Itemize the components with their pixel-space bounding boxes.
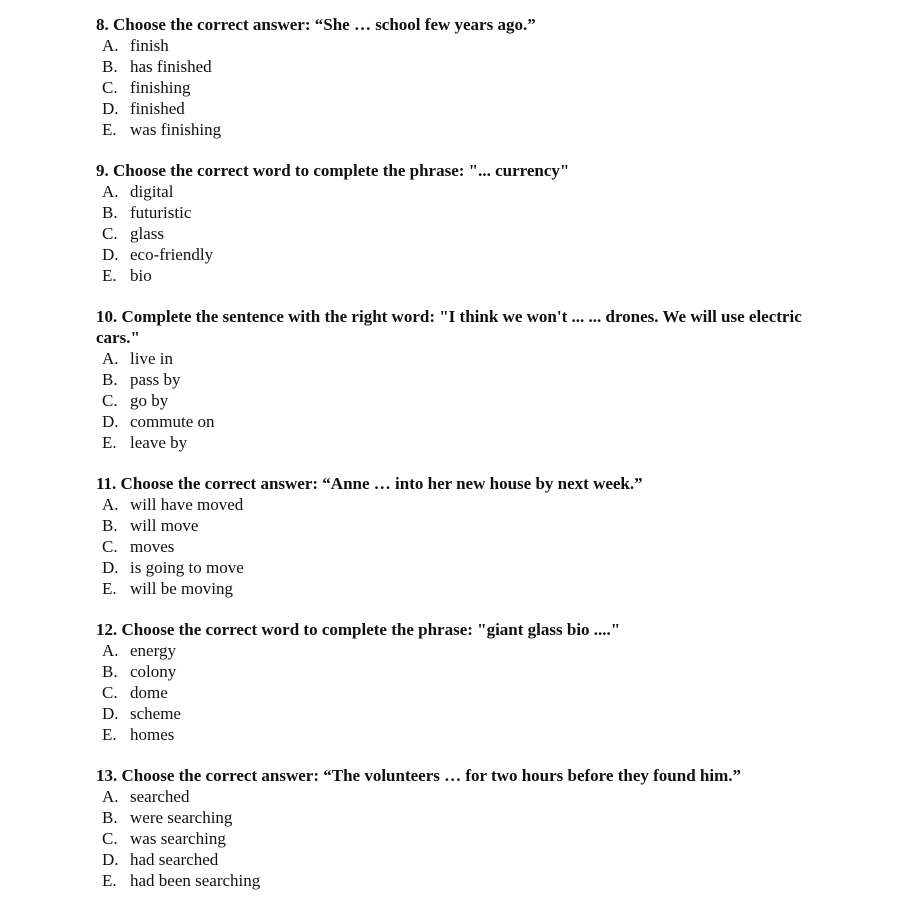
option-a[interactable] — [96, 348, 826, 369]
option-text: will move — [130, 516, 199, 535]
option-letter: A. — [102, 787, 119, 806]
option-c[interactable] — [96, 536, 826, 557]
option-b[interactable] — [96, 56, 826, 77]
option-letter: E. — [102, 120, 117, 139]
option-letter: B. — [102, 57, 118, 76]
option-text: finish — [130, 36, 169, 55]
option-letter: A. — [102, 182, 119, 201]
option-a[interactable] — [96, 640, 826, 661]
option-letter: D. — [102, 245, 119, 264]
option-letter: C. — [102, 391, 118, 410]
option-text: homes — [130, 725, 175, 744]
question-13 — [96, 765, 826, 891]
option-letter: C. — [102, 78, 118, 97]
option-letter: A. — [102, 36, 119, 55]
option-d[interactable] — [96, 849, 826, 870]
option-text: searched — [130, 787, 190, 806]
option-letter: E. — [102, 871, 117, 890]
question-title: 12. Choose the correct word to complete the phrase: "giant glass bio ...." — [96, 620, 621, 639]
option-text: had searched — [130, 850, 219, 869]
option-text: was finishing — [130, 120, 222, 139]
option-letter: E. — [102, 266, 117, 285]
option-b[interactable] — [96, 202, 826, 223]
option-a[interactable] — [96, 786, 826, 807]
option-text: live in — [130, 349, 173, 368]
option-letter: C. — [102, 537, 118, 556]
option-e[interactable] — [96, 119, 826, 140]
question-12 — [96, 619, 826, 745]
option-text: were searching — [130, 808, 233, 827]
option-letter: A. — [102, 641, 119, 660]
option-list — [96, 494, 826, 599]
option-e[interactable] — [96, 432, 826, 453]
option-text: scheme — [130, 704, 181, 723]
option-text: has finished — [130, 57, 212, 76]
option-text: had been searching — [130, 871, 261, 890]
option-e[interactable] — [96, 265, 826, 286]
option-letter: B. — [102, 662, 118, 681]
option-text: will have moved — [130, 495, 244, 514]
option-d[interactable] — [96, 557, 826, 578]
option-text: go by — [130, 391, 169, 410]
option-letter: D. — [102, 558, 119, 577]
option-letter: B. — [102, 370, 118, 389]
question-9 — [96, 160, 826, 286]
option-list — [96, 348, 826, 453]
option-letter: A. — [102, 349, 119, 368]
option-letter: C. — [102, 829, 118, 848]
option-text: energy — [130, 641, 176, 660]
option-letter: D. — [102, 850, 119, 869]
option-a[interactable] — [96, 181, 826, 202]
option-text: digital — [130, 182, 174, 201]
question-10 — [96, 306, 826, 453]
option-letter: A. — [102, 495, 119, 514]
option-letter: D. — [102, 704, 119, 723]
option-c[interactable] — [96, 77, 826, 98]
option-list — [96, 35, 826, 140]
option-letter: D. — [102, 412, 119, 431]
option-c[interactable] — [96, 682, 826, 703]
option-b[interactable] — [96, 661, 826, 682]
option-d[interactable] — [96, 411, 826, 432]
question-title: 8. Choose the correct answer: “She … school few years ago.” — [96, 15, 536, 34]
option-letter: C. — [102, 683, 118, 702]
option-text: colony — [130, 662, 177, 681]
option-text: will be moving — [130, 579, 233, 598]
option-text: was searching — [130, 829, 226, 848]
option-letter: B. — [102, 203, 118, 222]
option-text: finished — [130, 99, 185, 118]
option-d[interactable] — [96, 244, 826, 265]
option-letter: C. — [102, 224, 118, 243]
option-e[interactable] — [96, 578, 826, 599]
option-text: finishing — [130, 78, 191, 97]
option-text: futuristic — [130, 203, 192, 222]
option-text: leave by — [130, 433, 188, 452]
option-text: eco-friendly — [130, 245, 214, 264]
option-letter: B. — [102, 516, 118, 535]
question-title: 11. Choose the correct answer: “Anne … into her new house by next week.” — [96, 474, 643, 493]
question-8 — [96, 14, 826, 140]
option-text: is going to move — [130, 558, 244, 577]
option-letter: B. — [102, 808, 118, 827]
option-text: pass by — [130, 370, 181, 389]
option-letter: D. — [102, 99, 119, 118]
option-letter: E. — [102, 579, 117, 598]
option-list — [96, 181, 826, 286]
option-b[interactable] — [96, 515, 826, 536]
option-c[interactable] — [96, 390, 826, 411]
option-a[interactable] — [96, 494, 826, 515]
option-letter: E. — [102, 725, 117, 744]
option-a[interactable] — [96, 35, 826, 56]
option-d[interactable] — [96, 703, 826, 724]
option-list — [96, 786, 826, 891]
option-b[interactable] — [96, 807, 826, 828]
option-c[interactable] — [96, 828, 826, 849]
option-b[interactable] — [96, 369, 826, 390]
option-c[interactable] — [96, 223, 826, 244]
option-e[interactable] — [96, 870, 826, 891]
option-e[interactable] — [96, 724, 826, 745]
question-title: 9. Choose the correct word to complete the phrase: "... currency" — [96, 161, 570, 180]
question-title: 10. Complete the sentence with the right word: "I think we won't ... ... drones. We will use electric cars." — [96, 307, 802, 347]
option-text: dome — [130, 683, 168, 702]
question-sheet — [96, 14, 826, 911]
option-list — [96, 640, 826, 745]
option-d[interactable] — [96, 98, 826, 119]
question-title: 13. Choose the correct answer: “The volunteers … for two hours before they found him.” — [96, 766, 741, 785]
option-text: moves — [130, 537, 175, 556]
question-11 — [96, 473, 826, 599]
option-text: bio — [130, 266, 152, 285]
option-text: glass — [130, 224, 164, 243]
option-letter: E. — [102, 433, 117, 452]
option-text: commute on — [130, 412, 215, 431]
